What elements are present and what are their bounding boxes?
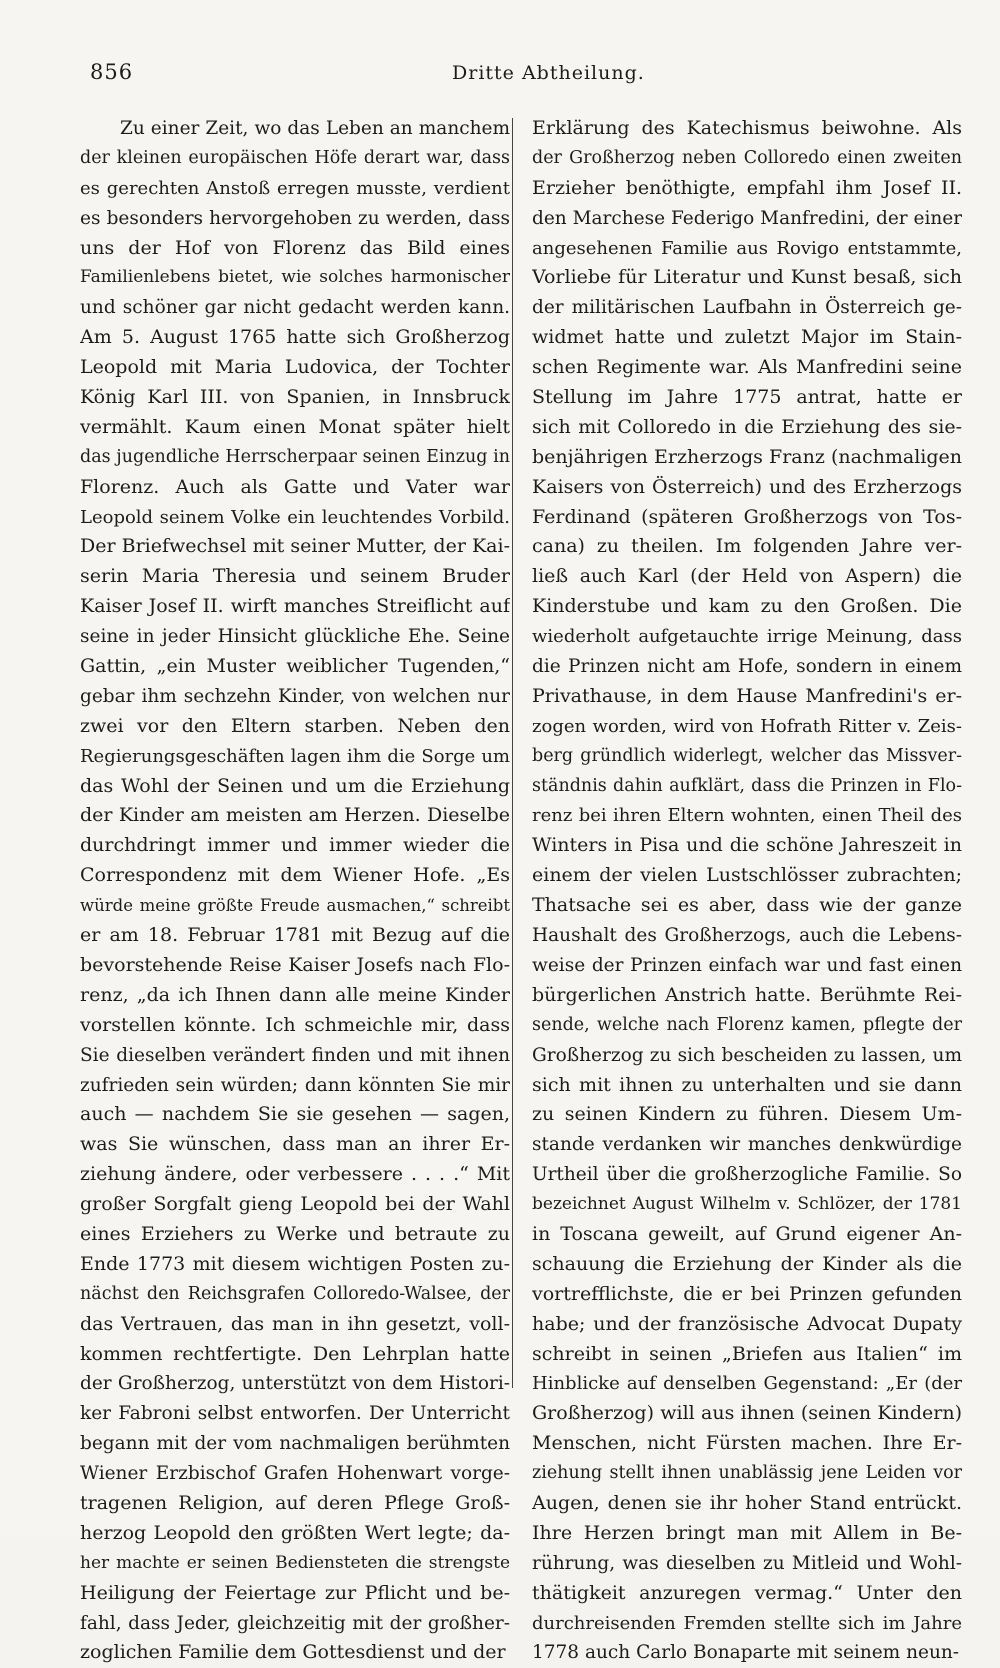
text-line: herzog Leopold den größten Wert legte; da- bbox=[80, 1521, 510, 1544]
text-line: Hinblicke auf denselben Gegenstand: „Er (der bbox=[532, 1373, 962, 1395]
text-line: kommen rechtfertigte. Den Lehrplan hatte bbox=[80, 1342, 510, 1365]
text-line: begann mit der vom nachmaligen berühmten bbox=[80, 1433, 510, 1455]
text-line: her machte er seinen Bediensteten die strengste bbox=[80, 1552, 510, 1573]
page-number: 856 bbox=[90, 60, 134, 84]
text-line: stande verdanken wir manches denkwürdige bbox=[532, 1134, 962, 1156]
text-line: zu seinen Kindern zu führen. Diesem Um- bbox=[532, 1103, 962, 1126]
text-line: ziehung ändere, oder verbessere . . . .“ Mit bbox=[80, 1163, 510, 1186]
text-line: vorstellen könnte. Ich schmeichle mir, dass bbox=[80, 1013, 510, 1036]
text-line: Heiligung der Feiertage zur Pflicht und be- bbox=[80, 1581, 510, 1604]
text-line: Ende 1773 mit diesem wichtigen Posten zu- bbox=[80, 1252, 510, 1275]
text-line: der militärischen Laufbahn in Österreich ge- bbox=[532, 297, 962, 319]
text-line: König Karl III. von Spanien, in Innsbruck bbox=[80, 386, 510, 409]
text-line: Erzieher benöthigte, empfahl ihm Josef II. bbox=[532, 176, 962, 199]
text-line: Florenz. Auch als Gatte und Vater war bbox=[80, 475, 510, 498]
text-line: der kleinen europäischen Höfe derart war, dass bbox=[80, 147, 510, 168]
text-line: Ihre Herzen bringt man mit Allem in Be- bbox=[532, 1521, 962, 1544]
running-header: Dritte Abtheilung. bbox=[452, 62, 645, 84]
text-line: Kaisers von Österreich) und des Erzherzogs bbox=[532, 475, 962, 498]
text-line: renz, „da ich Ihnen dann alle meine Kinder bbox=[80, 983, 510, 1006]
text-line: Leopold mit Maria Ludovica, der Tochter bbox=[80, 356, 510, 379]
text-line: schen Regimente war. Als Manfredini seine bbox=[532, 356, 962, 379]
text-line: zwei vor den Eltern starben. Neben den bbox=[80, 714, 510, 737]
text-line: vortrefflichste, die er bei Prinzen gefunden bbox=[532, 1282, 962, 1305]
text-line: widmet hatte und zuletzt Major im Stain- bbox=[532, 326, 962, 349]
text-line: einem der vielen Lustschlösser zubrachten; bbox=[532, 864, 962, 887]
text-line: sich mit ihnen zu unterhalten und sie dann bbox=[532, 1073, 962, 1096]
text-line: cana) zu theilen. Im folgenden Jahre ver- bbox=[532, 535, 962, 558]
text-line: Augen, denen sie ihr hoher Stand entrückt. bbox=[532, 1491, 962, 1514]
text-line: Leopold seinem Volke ein leuchtendes Vorbild. bbox=[80, 506, 510, 528]
text-line: bürgerlichen Anstrich hatte. Berühmte Rei- bbox=[532, 983, 962, 1006]
text-line: Winters in Pisa und die schöne Jahreszeit in bbox=[532, 834, 962, 857]
text-line: Regierungsgeschäften lagen ihm die Sorge um bbox=[80, 745, 510, 767]
text-line: in Toscana geweilt, auf Grund eigener An- bbox=[532, 1222, 962, 1245]
text-line: Zu einer Zeit, wo das Leben an manchem bbox=[120, 118, 510, 139]
text-line: Kinderstube und kam zu den Großen. Die bbox=[532, 595, 962, 618]
text-line: zufrieden sein würden; dann könnten Sie mir bbox=[80, 1074, 510, 1096]
text-line: was Sie wünschen, dass man an ihrer Er- bbox=[80, 1133, 510, 1156]
text-line: der Großherzog neben Colloredo einen zweiten bbox=[532, 147, 962, 168]
column-divider bbox=[512, 118, 513, 1388]
text-line: würde meine größte Freude ausmachen,“ schreibt bbox=[80, 896, 510, 916]
text-line: renz bei ihren Eltern wohnten, einen Theil des bbox=[532, 805, 962, 827]
text-line: Großherzog zu sich bescheiden zu lassen, um bbox=[532, 1044, 962, 1066]
text-line: Erklärung des Katechismus beiwohne. Als bbox=[532, 117, 962, 139]
text-line: schauung die Erziehung der Kinder als die bbox=[532, 1252, 962, 1275]
text-line: sende, welche nach Florenz kamen, pflegte der bbox=[532, 1014, 962, 1035]
text-line: sich mit Colloredo in die Erziehung des sie- bbox=[532, 415, 962, 438]
text-line: tragenen Religion, auf deren Pflege Groß- bbox=[80, 1491, 510, 1514]
text-line: zogen worden, wird von Hofrath Ritter v. Zeis- bbox=[532, 715, 962, 737]
text-line: benjährigen Erzherzogs Franz (nachmaligen bbox=[532, 445, 962, 468]
text-line: den Marchese Federigo Manfredini, der einer bbox=[532, 207, 962, 229]
text-line: Privathause, in dem Hause Manfredini's er- bbox=[532, 684, 962, 707]
text-line: 1778 auch Carlo Bonaparte mit seinem neun- bbox=[532, 1642, 960, 1664]
text-line: weise der Prinzen einfach war und fast einen bbox=[532, 954, 962, 976]
text-line: der Großherzog, unterstützt von dem Histori- bbox=[80, 1373, 510, 1395]
text-line: Der Briefwechsel mit seiner Mutter, der Kai- bbox=[80, 535, 510, 558]
text-line: eines Erziehers zu Werke und betraute zu bbox=[80, 1222, 510, 1245]
text-line: fahl, dass Jeder, gleichzeitig mit der großher- bbox=[80, 1612, 510, 1634]
left-text-column bbox=[80, 114, 510, 1668]
text-line: Kaiser Josef II. wirft manches Streiflicht auf bbox=[80, 595, 510, 618]
text-line: auch — nachdem Sie sie gesehen — sagen, bbox=[80, 1103, 510, 1126]
text-line: berg gründlich widerlegt, welcher das Missver- bbox=[532, 745, 962, 766]
text-line: zoglichen Familie dem Gottesdienst und der bbox=[80, 1641, 506, 1664]
text-line: Thatsache sei es aber, dass wie der ganze bbox=[532, 894, 962, 917]
text-line: rührung, was dieselben zu Mitleid und Wohl- bbox=[532, 1552, 962, 1574]
text-line: es gerechten Anstoß erregen musste, verdient bbox=[80, 177, 510, 199]
text-line: Familienlebens bietet, wie solches harmonischer bbox=[80, 267, 510, 288]
text-line: die Prinzen nicht am Hofe, sondern in einem bbox=[532, 656, 962, 678]
text-line: Wiener Erzbischof Grafen Hohenwart vorge- bbox=[80, 1463, 510, 1485]
text-line: der Kinder am meisten am Herzen. Dieselbe bbox=[80, 804, 510, 827]
text-line: durchreisenden Fremden stellte sich im Jahre bbox=[532, 1612, 962, 1634]
text-line: das jugendliche Herrscherpaar seinen Einzug in bbox=[80, 446, 510, 467]
text-line: ker Fabroni selbst entworfen. Der Unterricht bbox=[80, 1403, 510, 1425]
text-line: nächst den Reichsgrafen Colloredo-Walsee, der bbox=[80, 1283, 510, 1304]
text-line: Urtheil über die großherzogliche Familie. So bbox=[532, 1164, 962, 1186]
text-line: uns der Hof von Florenz das Bild eines bbox=[80, 236, 510, 259]
text-line: vermählt. Kaum einen Monat später hielt bbox=[80, 415, 510, 438]
text-line: Sie dieselben verändert finden und mit ihnen bbox=[80, 1044, 510, 1066]
text-line: Stellung im Jahre 1775 antrat, hatte er bbox=[532, 386, 962, 409]
text-line: er am 18. Februar 1781 mit Bezug auf die bbox=[80, 924, 510, 947]
text-line: seine in jeder Hinsicht glückliche Ehe. Seine bbox=[80, 626, 510, 648]
text-line: es besonders hervorgehoben zu werden, dass bbox=[80, 207, 510, 229]
text-line: großer Sorgfalt gieng Leopold bei der Wahl bbox=[80, 1193, 510, 1216]
text-line: angesehenen Familie aus Rovigo entstammte, bbox=[532, 237, 962, 259]
text-line: ständnis dahin aufklärt, dass die Prinzen in Flo- bbox=[532, 775, 962, 796]
text-line: wiederholt aufgetauchte irrige Meinung, dass bbox=[532, 626, 962, 648]
text-line: ließ auch Karl (der Held von Aspern) die bbox=[532, 565, 962, 588]
text-line: und schöner gar nicht gedacht werden kann. bbox=[80, 297, 510, 319]
text-line: das Wohl der Seinen und um die Erziehung bbox=[80, 774, 510, 797]
text-line: durchdringt immer und immer wieder die bbox=[80, 834, 510, 857]
text-line: gebar ihm sechzehn Kinder, von welchen nur bbox=[80, 685, 510, 707]
text-line: ziehung stellt ihnen unablässig jene Leiden vor bbox=[532, 1463, 962, 1484]
right-text-column bbox=[532, 114, 962, 1668]
text-line: Ferdinand (späteren Großherzogs von Tos- bbox=[532, 505, 962, 528]
text-line: Am 5. August 1765 hatte sich Großherzog bbox=[80, 326, 510, 349]
text-line: serin Maria Theresia und seinem Bruder bbox=[80, 565, 510, 588]
text-line: Menschen, nicht Fürsten machen. Ihre Er- bbox=[532, 1432, 962, 1455]
text-line: schreibt in seinen „Briefen aus Italien“ im bbox=[532, 1342, 962, 1365]
text-line: das Vertrauen, das man in ihn gesetzt, voll- bbox=[80, 1312, 510, 1335]
text-line: Correspondenz mit dem Wiener Hofe. „Es bbox=[80, 864, 510, 887]
text-line: bevorstehende Reise Kaiser Josefs nach Flo- bbox=[80, 953, 510, 976]
text-line: Gattin, „ein Muster weiblicher Tugenden,“ bbox=[80, 655, 510, 678]
text-line: bezeichnet August Wilhelm v. Schlözer, der 1781 bbox=[532, 1194, 962, 1215]
text-line: Vorliebe für Literatur und Kunst besaß, sich bbox=[532, 266, 962, 289]
text-line: Großherzog) will aus ihnen (seinen Kindern) bbox=[532, 1402, 962, 1425]
text-line: Haushalt des Großherzogs, auch die Lebens- bbox=[532, 925, 962, 947]
text-line: habe; und der französische Advocat Dupaty bbox=[532, 1312, 962, 1335]
text-line: thätigkeit anzuregen vermag.“ Unter den bbox=[532, 1581, 962, 1604]
